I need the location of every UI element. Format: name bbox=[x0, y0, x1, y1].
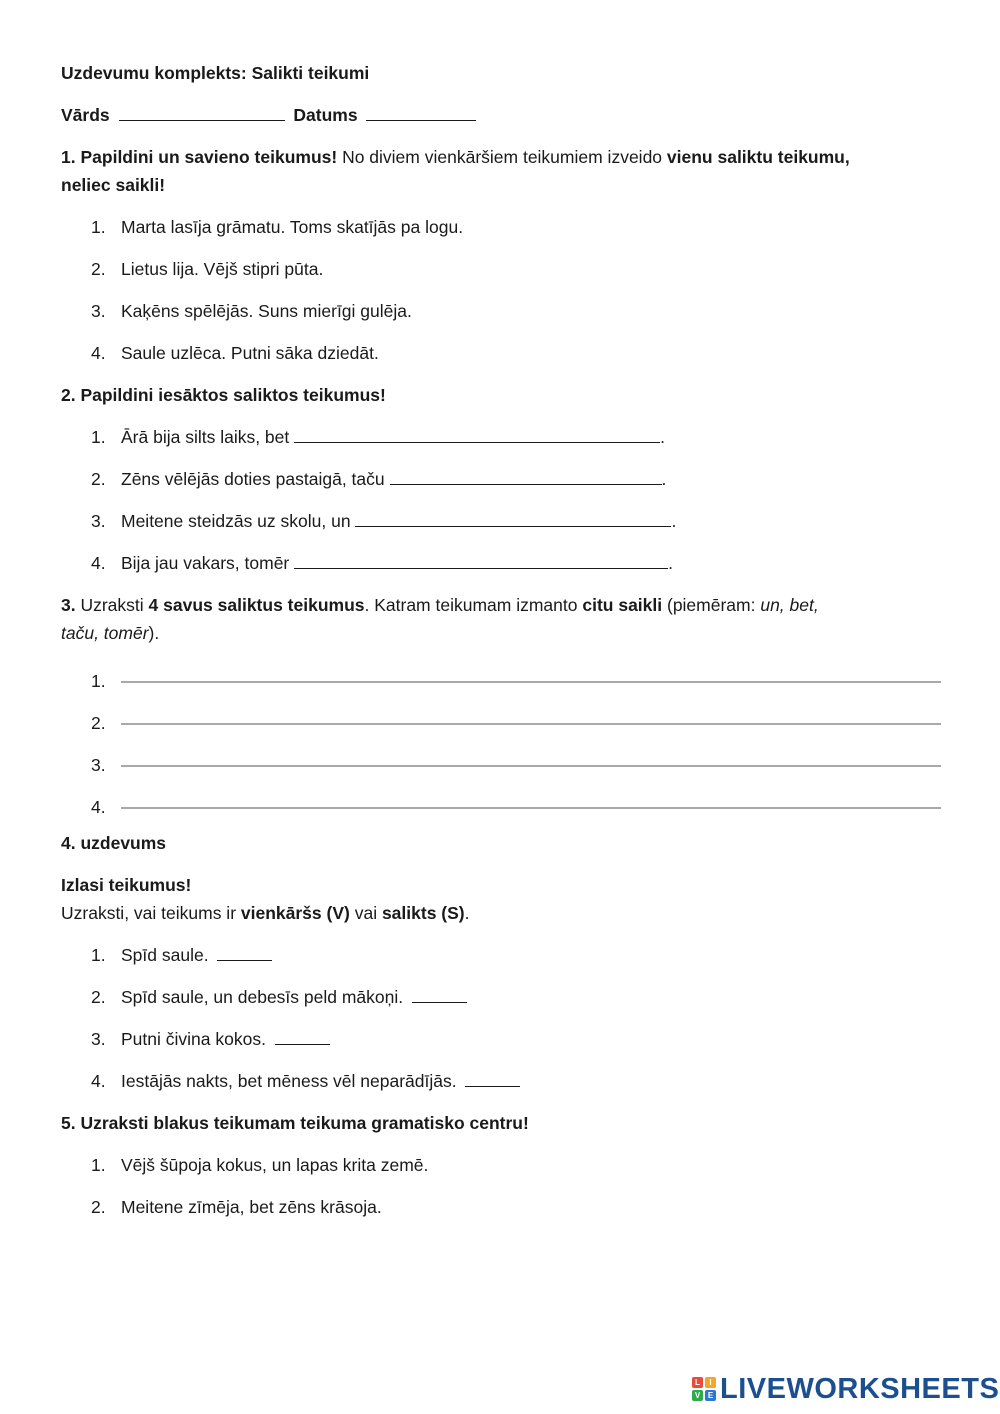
item-end: . bbox=[661, 469, 667, 489]
task2-item bbox=[91, 510, 676, 532]
line-number: 1. bbox=[91, 671, 106, 691]
task1-number: 1. bbox=[61, 147, 76, 167]
item-text: Meitene zīmēja, bet zēns krāsoja. bbox=[121, 1197, 382, 1217]
item-end: . bbox=[660, 427, 665, 447]
answer-blank[interactable] bbox=[355, 510, 671, 527]
item-number: 2. bbox=[91, 469, 106, 489]
answer-blank[interactable] bbox=[294, 426, 660, 443]
task4-item bbox=[91, 986, 467, 1008]
writing-line[interactable] bbox=[91, 712, 941, 734]
line-number: 4. bbox=[91, 797, 106, 817]
task3-instruction bbox=[61, 594, 819, 616]
item-number: 3. bbox=[91, 511, 106, 531]
writing-line[interactable] bbox=[91, 796, 941, 818]
worksheet-title: Uzdevumu komplekts: Salikti teikumi bbox=[61, 63, 370, 83]
logo-tile: L bbox=[692, 1377, 703, 1388]
task4-text: vai bbox=[349, 903, 382, 923]
answer-rule[interactable] bbox=[121, 807, 941, 809]
task1-item bbox=[91, 342, 379, 364]
answer-blank[interactable] bbox=[412, 986, 467, 1003]
task1-text: No diviem vienkāršiem teikumiem izveido bbox=[337, 147, 667, 167]
item-number: 4. bbox=[91, 1071, 106, 1091]
item-text: Putni čivina kokos. bbox=[121, 1029, 271, 1049]
task2-item bbox=[91, 468, 666, 490]
item-text: Marta lasīja grāmatu. Toms skatījās pa logu. bbox=[121, 217, 464, 237]
item-end: . bbox=[671, 511, 677, 531]
task1-emphasis: vienu saliktu teikumu, bbox=[666, 147, 850, 167]
task3-text: Uzraksti bbox=[75, 595, 149, 615]
answer-blank[interactable] bbox=[390, 468, 662, 485]
task4-item bbox=[91, 1028, 330, 1050]
item-number: 3. bbox=[91, 301, 106, 321]
logo-tile: V bbox=[692, 1390, 703, 1401]
logo-tile: I bbox=[705, 1377, 716, 1388]
task2-item bbox=[91, 426, 665, 448]
task2-item bbox=[91, 552, 673, 574]
liveworksheets-logo bbox=[692, 1374, 999, 1404]
logo-tile: E bbox=[705, 1390, 716, 1401]
task4-item bbox=[91, 944, 272, 966]
task5-item bbox=[91, 1196, 382, 1218]
task1-item bbox=[91, 216, 463, 238]
answer-blank[interactable] bbox=[275, 1028, 330, 1045]
item-text: Iestājās nakts, bet mēness vēl neparādījās. bbox=[121, 1071, 462, 1091]
task4-option: vienkāršs (V) bbox=[240, 903, 350, 923]
item-number: 1. bbox=[91, 427, 106, 447]
task1-lead: Papildini un savieno teikumus! bbox=[80, 147, 338, 167]
name-field[interactable] bbox=[119, 104, 285, 121]
task4-instruction bbox=[61, 902, 470, 924]
item-text: Vējš šūpoja kokus, un lapas krita zemē. bbox=[121, 1155, 429, 1175]
line-number: 2. bbox=[91, 713, 106, 733]
answer-rule[interactable] bbox=[121, 681, 941, 683]
logo-mark-icon bbox=[692, 1377, 716, 1401]
task1-instruction-cont: neliec saikli! bbox=[61, 175, 166, 195]
item-text: Ārā bija silts laiks, bet bbox=[121, 427, 295, 447]
task3-instruction-cont bbox=[61, 622, 159, 644]
answer-blank[interactable] bbox=[217, 944, 272, 961]
task3-text: ). bbox=[148, 623, 160, 643]
item-number: 1. bbox=[91, 217, 106, 237]
task4-heading: 4. uzdevums bbox=[61, 833, 167, 853]
item-text: Lietus lija. Vējš stipri pūta. bbox=[121, 259, 324, 279]
task4-item bbox=[91, 1070, 520, 1092]
item-number: 4. bbox=[91, 553, 106, 573]
writing-line[interactable] bbox=[91, 754, 941, 776]
task3-examples: taču, tomēr bbox=[61, 623, 149, 643]
item-end: . bbox=[668, 553, 673, 573]
task5-heading: 5. Uzraksti blakus teikumam teikuma gramatisko centru! bbox=[61, 1113, 529, 1133]
date-label: Datums bbox=[293, 105, 358, 125]
task3-emphasis: 4 savus saliktus teikumus bbox=[148, 595, 365, 615]
item-text: Saule uzlēca. Putni sāka dziedāt. bbox=[121, 343, 379, 363]
answer-rule[interactable] bbox=[121, 765, 941, 767]
item-text: Spīd saule. bbox=[121, 945, 214, 965]
task3-examples: un, bet, bbox=[760, 595, 819, 615]
answer-blank[interactable] bbox=[294, 552, 668, 569]
task4-text: Uzraksti, vai teikums ir bbox=[61, 903, 241, 923]
task3-emphasis: citu saikli bbox=[582, 595, 663, 615]
item-number: 2. bbox=[91, 1197, 106, 1217]
item-text: Meitene steidzās uz skolu, un bbox=[121, 511, 356, 531]
line-number: 3. bbox=[91, 755, 106, 775]
date-field[interactable] bbox=[366, 104, 476, 121]
item-text: Kaķēns spēlējās. Suns mierīgi gulēja. bbox=[121, 301, 412, 321]
answer-rule[interactable] bbox=[121, 723, 941, 725]
name-date-row bbox=[61, 104, 476, 126]
task5-item bbox=[91, 1154, 428, 1176]
task1-item bbox=[91, 258, 323, 280]
task4-text: . bbox=[464, 903, 470, 923]
name-label: Vārds bbox=[61, 105, 110, 125]
task3-number: 3. bbox=[61, 595, 76, 615]
item-text: Bija jau vakars, tomēr bbox=[121, 553, 295, 573]
task4-option: salikts (S) bbox=[381, 903, 465, 923]
answer-blank[interactable] bbox=[465, 1070, 520, 1087]
item-number: 1. bbox=[91, 945, 106, 965]
task4-subheading: Izlasi teikumus! bbox=[61, 875, 192, 895]
item-text: Spīd saule, un debesīs peld mākoņi. bbox=[121, 987, 408, 1007]
item-number: 2. bbox=[91, 259, 106, 279]
task3-text: (piemēram: bbox=[662, 595, 761, 615]
item-number: 1. bbox=[91, 1155, 106, 1175]
task1-item bbox=[91, 300, 412, 322]
task2-heading: 2. Papildini iesāktos saliktos teikumus! bbox=[61, 385, 386, 405]
task1-instruction bbox=[61, 146, 850, 168]
item-number: 4. bbox=[91, 343, 106, 363]
task3-text: . Katram teikumam izmanto bbox=[364, 595, 583, 615]
item-number: 3. bbox=[91, 1029, 106, 1049]
item-text: Zēns vēlējās doties pastaigā, taču bbox=[121, 469, 390, 489]
item-number: 2. bbox=[91, 987, 106, 1007]
writing-line[interactable] bbox=[91, 670, 941, 692]
logo-text: LIVEWORKSHEETS bbox=[720, 1373, 1000, 1405]
